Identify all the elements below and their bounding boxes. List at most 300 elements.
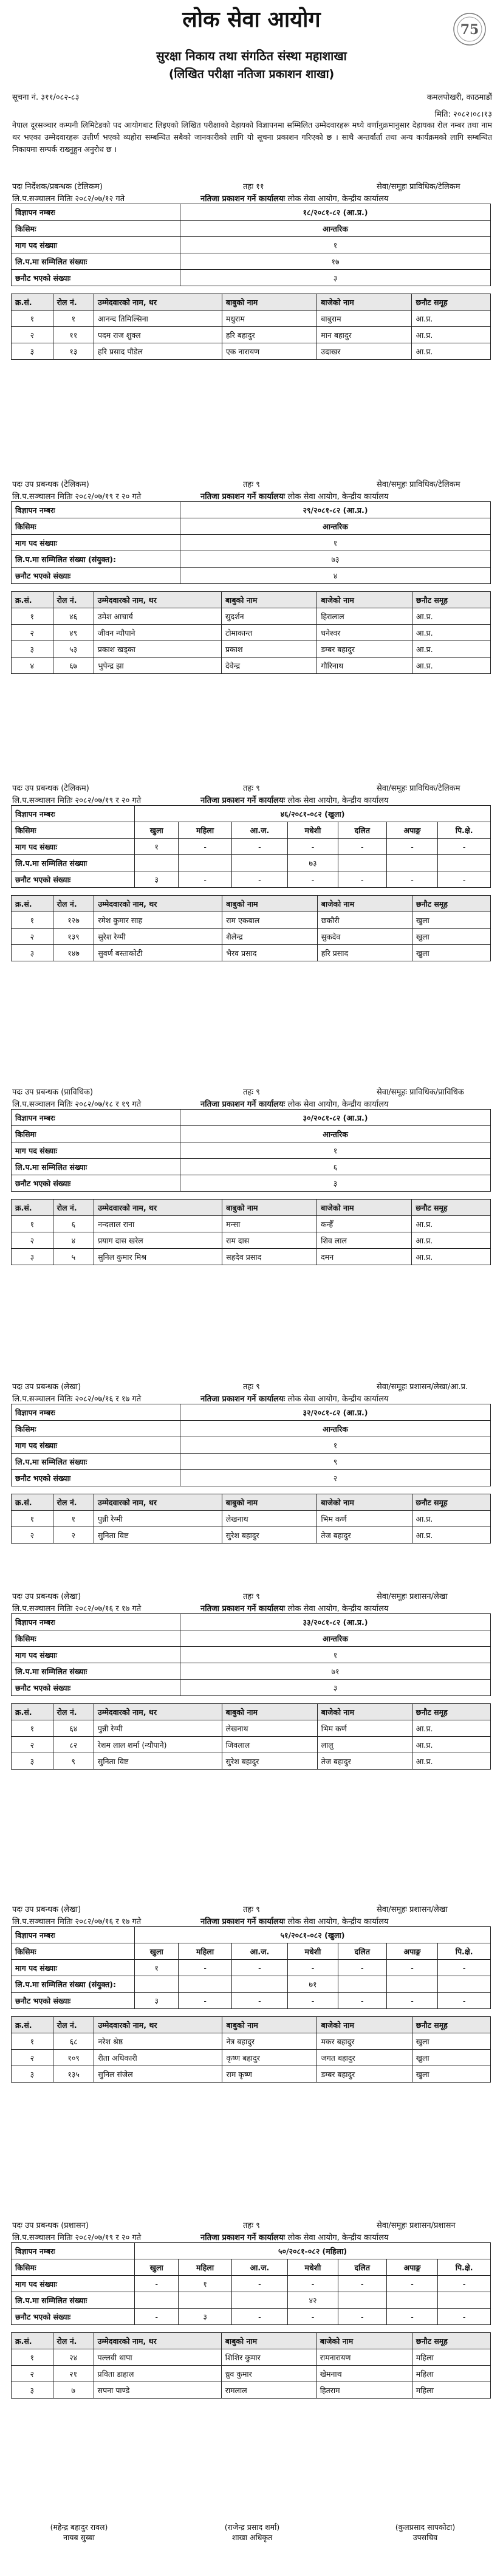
quota-header-cell: खुला xyxy=(135,2259,179,2276)
column-header: क्र.सं. xyxy=(12,1494,53,1511)
column-header: रोल नं. xyxy=(53,2333,94,2349)
info-label: किसिमः xyxy=(12,221,180,237)
table-cell: ३ xyxy=(12,1753,53,1770)
info-row xyxy=(12,1680,491,1696)
info-row xyxy=(12,253,491,270)
column-header: क्र.सं. xyxy=(12,896,53,912)
table-cell: टोमाकान्त xyxy=(222,625,317,641)
column-header: छनौट समूह xyxy=(412,1704,490,1720)
result-office xyxy=(200,490,388,501)
table-cell: आ.प्र. xyxy=(412,625,490,641)
table-cell: खुला xyxy=(412,2050,490,2066)
quota-header-cell: पि.क्षे. xyxy=(438,2259,491,2276)
table-cell: सुनिल संजेल xyxy=(94,2066,222,2083)
quota-value: - xyxy=(231,871,287,888)
advertisement-number: ५१/२०८१-०८२ (खुला) xyxy=(135,1927,491,1943)
table-cell: नरेश श्रेष्ठ xyxy=(94,2033,222,2050)
column-header: बाबुको नाम xyxy=(222,1494,317,1511)
table-cell: मान बहादुर xyxy=(317,327,412,343)
table-cell: भिम कर्ण xyxy=(317,1511,412,1527)
table-cell: आ.प्र. xyxy=(412,658,490,674)
signature-block xyxy=(364,2522,486,2543)
table-row xyxy=(12,1720,491,1737)
table-cell: प्रकाश xyxy=(222,641,317,658)
table-cell: २ xyxy=(12,2050,53,2066)
column-header: रोल नं. xyxy=(53,1200,94,1216)
table-cell: १०९ xyxy=(53,2050,94,2066)
quota-label: माग पद संख्याः xyxy=(12,1960,135,1976)
column-header: उम्मेदवारको नाम, थर xyxy=(94,294,222,311)
info-label: छनौट भएको संख्याः xyxy=(12,1680,180,1696)
column-header: रोल नं. xyxy=(53,1494,94,1511)
table-cell: खुला xyxy=(412,912,490,929)
signatory-title: नायब सुब्बा xyxy=(63,2533,95,2542)
table-cell: ३ xyxy=(12,945,53,961)
quota-label: माग पद संख्याः xyxy=(12,839,135,855)
service-group: सेवा/समूहः प्रशासन/लेखा xyxy=(377,1905,448,1914)
column-header: क्र.सं. xyxy=(12,2333,53,2349)
table-row xyxy=(12,2366,491,2382)
table-cell: २ xyxy=(12,1527,53,1544)
notice-intro: नेपाल दूरसञ्चार कम्पनी लिमिटेडको पद आयोगबाट लिइएको लिखित परीक्षाको देहायको विज्ञापनमा सम्मिलित उम्मेदवारहरू मध्ये वर्णानुक्रमानुसार देहायका रोल नम्बर तथा नाम थर भएका उम्मेदवारहरू उत्तीर्ण भएको व्यहोरा सम्बन्धित सबैको जानकारीको लागि यो सूचना प्रकाशन गरिएको छ । साथै अन्तर्वार्ता तथा अन्य कार्यक्रमको लागि सम्बन्धित निकायमा सम्पर्क राख्नुहुन अनुरोध छ । xyxy=(12,120,492,154)
info-row xyxy=(12,1175,491,1192)
advertisement-label: विज्ञापन नम्बरः xyxy=(12,806,135,822)
quota-label: छनौट भएको संख्याः xyxy=(12,1993,135,2009)
info-label: लि.प.मा सम्मिलित संख्या (संयुक्त): xyxy=(12,551,180,568)
table-row xyxy=(12,2382,491,2399)
signatory-title: शाखा अधिकृत xyxy=(231,2533,273,2542)
column-header: रोल नं. xyxy=(53,896,94,912)
column-header: छनौट समूह xyxy=(412,1494,491,1511)
quota-value: - xyxy=(438,1993,491,2009)
info-value: ९ xyxy=(180,1454,491,1470)
section-meta xyxy=(0,179,503,204)
notice-number: सूचना नं. ३११/०८२-८३ xyxy=(12,93,80,102)
table-cell: खुला xyxy=(412,2066,490,2083)
advertisement-info-table xyxy=(11,1109,491,1192)
quota-value: - xyxy=(338,2276,386,2292)
service-group: सेवा/समूहः प्राविधिक/टेलिकम xyxy=(377,480,460,489)
table-cell: २ xyxy=(12,625,53,641)
table-cell: भिम कर्ण xyxy=(317,1720,412,1737)
quota-value xyxy=(338,855,386,871)
candidate-table xyxy=(11,1494,491,1544)
column-header: क्र.सं. xyxy=(12,294,53,311)
column-header: क्र.सं. xyxy=(12,1200,53,1216)
table-cell: लालु xyxy=(317,1737,412,1753)
info-value: ३ xyxy=(180,1175,491,1192)
table-cell: तेज बहादुर xyxy=(317,1753,412,1770)
column-header: रोल नं. xyxy=(53,1704,94,1720)
table-cell: गौरिनाथ xyxy=(317,658,412,674)
table-cell: एक नारायण xyxy=(222,343,317,360)
quota-value xyxy=(386,1976,438,1993)
quota-value: ७३ xyxy=(288,855,338,871)
result-office xyxy=(200,2231,388,2242)
table-cell: २ xyxy=(12,929,53,945)
result-office-label: नतिजा प्रकाशन गर्ने कार्यालयः xyxy=(200,796,286,805)
quota-value: - xyxy=(338,871,386,888)
column-header: छनौट समूह xyxy=(412,2017,490,2033)
column-header: रोल नं. xyxy=(53,294,94,311)
quota-value: - xyxy=(338,2309,386,2325)
table-cell: सुवर्ण बस्ताकोटी xyxy=(94,945,222,961)
table-cell: सुनिता विष्ट xyxy=(94,1527,222,1544)
info-row xyxy=(12,270,491,286)
table-cell: हितराम xyxy=(316,2382,412,2399)
table-cell: ७ xyxy=(53,2382,94,2399)
quota-header-cell: आ.ज. xyxy=(231,1943,287,1960)
service-group: सेवा/समूहः प्राविधिक/टेलिकम xyxy=(377,182,460,191)
table-cell: पल्लवी थापा xyxy=(94,2349,221,2366)
notice-location: कमलपोखरी, काठमाडौं xyxy=(426,93,492,102)
info-row xyxy=(12,502,491,518)
result-section xyxy=(0,2218,503,2399)
table-row xyxy=(12,343,491,360)
quota-header-cell: अपाङ्ग xyxy=(386,2259,438,2276)
info-label: छनौट भएको संख्याः xyxy=(12,1175,180,1192)
result-office xyxy=(200,1602,388,1613)
table-row xyxy=(12,1527,491,1544)
table-cell: १३९ xyxy=(53,929,94,945)
info-row xyxy=(12,551,491,568)
result-office-value: लोक सेवा आयोग, केन्द्रीय कार्यालय xyxy=(287,492,389,501)
quota-value: १ xyxy=(135,839,179,855)
result-section xyxy=(0,1589,503,1770)
table-cell: २१ xyxy=(53,2366,94,2382)
quota-value: - xyxy=(438,839,491,855)
org-subtitle: सुरक्षा निकाय तथा संगठित संस्था महाशाखा xyxy=(156,49,347,63)
candidate-header-row xyxy=(12,294,491,311)
table-cell: ३ xyxy=(12,343,53,360)
column-header: बाबुको नाम xyxy=(222,1704,317,1720)
column-header: छनौट समूह xyxy=(412,2333,490,2349)
quota-row xyxy=(12,1960,491,1976)
table-cell: नन्दलाल राना xyxy=(94,1216,222,1232)
quota-label: लि.प.मा सम्मिलित संख्याः xyxy=(12,855,135,871)
column-header: क्र.सं. xyxy=(12,592,53,608)
candidate-header-row xyxy=(12,896,491,912)
quota-label: लि.प.मा सम्मिलित संख्याः xyxy=(12,2292,135,2309)
notice-bar xyxy=(12,91,492,105)
table-cell: ३ xyxy=(12,2382,53,2399)
exam-date: लि.प.सञ्चालन मितिः २०८२/०७/१९ र २० गते xyxy=(12,492,142,501)
candidate-table xyxy=(11,591,491,674)
quota-value: - xyxy=(338,1960,386,1976)
quota-header-cell: खुला xyxy=(135,1943,179,1960)
column-header: रोल नं. xyxy=(53,2017,94,2033)
table-cell: आ.प्र. xyxy=(412,1511,491,1527)
quota-header-cell: खुला xyxy=(135,822,179,839)
table-cell: ८२ xyxy=(53,1737,94,1753)
table-cell: ६ xyxy=(53,1216,94,1232)
quota-value xyxy=(438,855,491,871)
quota-value: - xyxy=(438,2276,491,2292)
table-cell: सुनिल कुमार मिश्र xyxy=(94,1249,222,1265)
table-row xyxy=(12,912,491,929)
table-cell: आ.प्र. xyxy=(412,608,490,625)
quota-value: ४२ xyxy=(288,2292,338,2309)
info-row xyxy=(12,221,491,237)
post-level: तहः ११ xyxy=(243,182,264,191)
column-header: उम्मेदवारको नाम, थर xyxy=(94,2017,222,2033)
info-value: १७ xyxy=(180,253,491,270)
table-cell: आ.प्र. xyxy=(412,1249,491,1265)
column-header: बाबुको नाम xyxy=(222,294,317,311)
exam-date: लि.प.सञ्चालन मितिः २०८२/०७/१६ र १७ गते xyxy=(12,1917,142,1926)
info-value: ४ xyxy=(180,568,491,584)
table-cell: २४ xyxy=(53,2349,94,2366)
table-cell: भैरव प्रसाद xyxy=(222,945,318,961)
quota-value: - xyxy=(231,839,287,855)
table-cell: १४७ xyxy=(53,945,94,961)
column-header: उम्मेदवारको नाम, थर xyxy=(94,2333,221,2349)
table-cell: हरि प्रसाद xyxy=(317,945,412,961)
table-cell: खुला xyxy=(412,945,490,961)
result-office-label: नतिजा प्रकाशन गर्ने कार्यालयः xyxy=(200,492,286,501)
info-label: किसिमः xyxy=(12,1630,180,1647)
table-row xyxy=(12,1511,491,1527)
exam-date: लि.प.सञ्चालन मितिः २०८२/०७/१२ गते xyxy=(12,194,125,204)
table-cell: खुला xyxy=(412,929,490,945)
column-header: बाबुको नाम xyxy=(222,1200,317,1216)
info-row xyxy=(12,1110,491,1126)
table-cell: आनन्द तिमिल्सिना xyxy=(94,311,222,327)
quota-header-row xyxy=(12,822,491,839)
info-value: २ xyxy=(180,1470,491,1486)
table-cell: हरि प्रसाद पौडेल xyxy=(94,343,222,360)
quota-value: १ xyxy=(135,1960,179,1976)
table-row xyxy=(12,608,491,625)
quota-header-cell: किसिमः xyxy=(12,2259,135,2276)
table-cell: सपना पाण्डे xyxy=(94,2382,221,2399)
exam-date: लि.प.सञ्चालन मितिः २०८२/०७/१६ र १७ गते xyxy=(12,1604,142,1613)
result-office xyxy=(200,193,388,204)
table-cell: हरि बहादुर xyxy=(222,327,317,343)
service-group: सेवा/समूहः प्राविधिक/प्राविधिक xyxy=(377,1088,464,1097)
quota-value: ७१ xyxy=(288,1976,338,1993)
table-cell: डम्बर बहादुर xyxy=(317,641,412,658)
info-value: १ xyxy=(180,1647,491,1663)
result-office-value: लोक सेवा आयोग, केन्द्रीय कार्यालय xyxy=(287,2233,389,2242)
table-row xyxy=(12,1737,491,1753)
quota-header-cell: अपाङ्ग xyxy=(386,1943,438,1960)
post-level: तहः ९ xyxy=(243,480,260,489)
table-cell: ४ xyxy=(12,658,53,674)
quota-value: - xyxy=(438,871,491,888)
quota-value: ३ xyxy=(135,871,179,888)
quota-value: - xyxy=(231,2309,287,2325)
post-name: पदः उप प्रबन्धक (टेलिकम) xyxy=(12,784,89,793)
table-cell: १ xyxy=(12,2033,53,2050)
table-cell: शिशिर कुमार xyxy=(221,2349,316,2366)
quota-value xyxy=(135,2292,179,2309)
info-row xyxy=(12,1437,491,1454)
info-label: किसिमः xyxy=(12,1126,180,1142)
column-header: रोल नं. xyxy=(53,592,94,608)
table-row xyxy=(12,2050,491,2066)
table-cell: १ xyxy=(12,1720,53,1737)
candidate-table xyxy=(11,1199,491,1265)
result-office-value: लोक सेवा आयोग, केन्द्रीय कार्यालय xyxy=(287,1395,389,1404)
quota-value: - xyxy=(386,871,438,888)
result-section xyxy=(0,1085,503,1265)
result-section xyxy=(0,781,503,961)
table-cell: प्रयाग दास खरेल xyxy=(94,1232,222,1249)
table-row xyxy=(12,929,491,945)
table-cell: २ xyxy=(53,1527,94,1544)
advertisement-info-table xyxy=(11,501,491,584)
table-cell: आ.प्र. xyxy=(412,1753,490,1770)
section-meta xyxy=(0,477,503,501)
info-label: विज्ञापन नम्बरः xyxy=(12,1110,180,1126)
info-row xyxy=(12,1126,491,1142)
table-cell: आ.प्र. xyxy=(412,327,491,343)
quota-value: - xyxy=(386,2276,438,2292)
info-row xyxy=(12,1470,491,1486)
quota-value: ३ xyxy=(135,1993,179,2009)
table-cell: कृष्ण बहादुर xyxy=(222,2050,317,2066)
info-label: माग पद संख्याः xyxy=(12,535,180,551)
result-section xyxy=(0,477,503,674)
column-header: उम्मेदवारको नाम, थर xyxy=(94,1200,222,1216)
table-cell: जिवलाल xyxy=(222,1737,317,1753)
candidate-table xyxy=(11,895,491,961)
quota-header-cell: मधेशी xyxy=(288,822,338,839)
candidate-table xyxy=(11,1703,491,1770)
result-office-label: नतिजा प्रकाशन गर्ने कार्यालयः xyxy=(200,2233,286,2242)
org-section: (लिखित परीक्षा नतिजा प्रकाशन शाखा) xyxy=(168,67,335,81)
info-value: ७३ xyxy=(180,551,491,568)
quota-value: - xyxy=(288,1993,338,2009)
signatory-name: (राजेन्द्र प्रसाद शर्मा) xyxy=(224,2523,280,2532)
quota-value: - xyxy=(386,2309,438,2325)
table-cell: प्रविता डाहाल xyxy=(94,2366,221,2382)
info-row xyxy=(12,1404,491,1421)
info-value: ३ xyxy=(180,1680,491,1696)
candidate-header-row xyxy=(12,2017,491,2033)
candidate-header-row xyxy=(12,2333,491,2349)
table-cell: रमेश कुमार साह xyxy=(94,912,222,929)
quota-value: - xyxy=(231,1960,287,1976)
table-cell: शैलेन्द्र xyxy=(222,929,318,945)
table-cell: मधुराम xyxy=(222,311,317,327)
quota-header-cell: दलित xyxy=(338,1943,386,1960)
column-header: क्र.सं. xyxy=(12,2017,53,2033)
info-row xyxy=(12,1159,491,1175)
table-cell: सहदेव प्रसाद xyxy=(222,1249,317,1265)
advertisement-label: विज्ञापन नम्बरः xyxy=(12,2243,135,2259)
info-value: २९/२०८१-८२ (आ.प्र.) xyxy=(180,502,491,518)
table-row xyxy=(12,1216,491,1232)
info-value: आन्तरिक xyxy=(180,1126,491,1142)
info-label: विज्ञापन नम्बरः xyxy=(12,204,180,221)
table-cell: लेखनाथ xyxy=(222,1720,317,1737)
table-cell: लेखनाथ xyxy=(222,1511,317,1527)
table-cell: डम्बर बहादुर xyxy=(317,2066,412,2083)
column-header: छनौट समूह xyxy=(412,896,490,912)
quota-value xyxy=(338,1976,386,1993)
quota-value: - xyxy=(231,1993,287,2009)
table-cell: आ.प्र. xyxy=(412,311,491,327)
service-group: सेवा/समूहः प्रशासन/प्रशासन xyxy=(377,2221,456,2230)
quota-header-cell: आ.ज. xyxy=(231,822,287,839)
org-name: लोक सेवा आयोग xyxy=(182,7,321,32)
table-cell: आ.प्र. xyxy=(412,641,490,658)
info-label: छनौट भएको संख्याः xyxy=(12,1470,180,1486)
quota-value xyxy=(135,855,179,871)
quota-label: छनौट भएको संख्याः xyxy=(12,2309,135,2325)
signatory-name: (कुलप्रसाद सापकोटा) xyxy=(395,2523,456,2532)
advertisement-info-table xyxy=(11,1404,491,1486)
emblem-logo xyxy=(448,11,491,47)
info-label: विज्ञापन नम्बरः xyxy=(12,502,180,518)
column-header: बाजेको नाम xyxy=(316,2333,412,2349)
result-office-label: नतिजा प्रकाशन गर्ने कार्यालयः xyxy=(200,1604,286,1613)
info-label: छनौट भएको संख्याः xyxy=(12,270,180,286)
table-cell: ५३ xyxy=(53,641,94,658)
result-office-label: नतिजा प्रकाशन गर्ने कार्यालयः xyxy=(200,1395,286,1404)
table-cell: सुकदेव xyxy=(317,929,412,945)
exam-date: लि.प.सञ्चालन मितिः २०८२/०७/१९ र २० गते xyxy=(12,796,142,805)
quota-header-row xyxy=(12,2259,491,2276)
info-value: १ xyxy=(180,1437,491,1454)
table-cell: सुरेश रेग्मी xyxy=(94,929,222,945)
table-cell: ४९ xyxy=(53,625,94,641)
table-cell: जगत बहादुर xyxy=(317,2050,412,2066)
column-header: उम्मेदवारको नाम, थर xyxy=(94,1494,222,1511)
quota-value: - xyxy=(438,2309,491,2325)
column-header: बाजेको नाम xyxy=(317,2017,412,2033)
post-level: तहः ९ xyxy=(243,784,260,793)
section-meta xyxy=(0,1589,503,1613)
result-section xyxy=(0,1379,503,1544)
table-row xyxy=(12,1753,491,1770)
quota-info-table xyxy=(11,805,491,888)
result-section xyxy=(0,179,503,360)
info-label: लि.प.मा सम्मिलित संख्याः xyxy=(12,1454,180,1470)
quota-header-cell: महिला xyxy=(179,822,231,839)
quota-value: - xyxy=(386,839,438,855)
quota-header-cell: पि.क्षे. xyxy=(438,822,491,839)
table-row xyxy=(12,2349,491,2366)
info-value: ३३/२०८१-८२ (आ.प्र.) xyxy=(180,1614,491,1630)
candidate-table xyxy=(11,2332,491,2399)
table-cell: रामनारायण xyxy=(316,2349,412,2366)
table-cell: महिला xyxy=(412,2366,490,2382)
table-cell: ४६ xyxy=(53,608,94,625)
info-label: विज्ञापन नम्बरः xyxy=(12,1614,180,1630)
column-header: छनौट समूह xyxy=(412,1200,491,1216)
notice-date: मिति: २०८२।०८।१३ xyxy=(434,110,492,119)
post-name: पदः निर्देशक/प्रबन्धक (टेलिकम) xyxy=(12,182,103,191)
candidate-header-row xyxy=(12,1494,491,1511)
service-group: सेवा/समूहः प्रशासन/लेखा xyxy=(377,1592,448,1601)
quota-row xyxy=(12,2276,491,2292)
result-office xyxy=(200,1915,388,1926)
section-meta xyxy=(0,1902,503,1926)
column-header: बाबुको नाम xyxy=(222,592,317,608)
quota-row xyxy=(12,2309,491,2325)
info-label: छनौट भएको संख्याः xyxy=(12,568,180,584)
quota-header-cell: दलित xyxy=(338,822,386,839)
info-label: लि.प.मा सम्मिलित संख्याः xyxy=(12,253,180,270)
info-label: लि.प.मा सम्मिलित संख्याः xyxy=(12,1663,180,1680)
quota-value: - xyxy=(288,2309,338,2325)
post-level: तहः ९ xyxy=(243,1088,260,1097)
table-cell: महिला xyxy=(412,2349,490,2366)
quota-row xyxy=(12,2292,491,2309)
